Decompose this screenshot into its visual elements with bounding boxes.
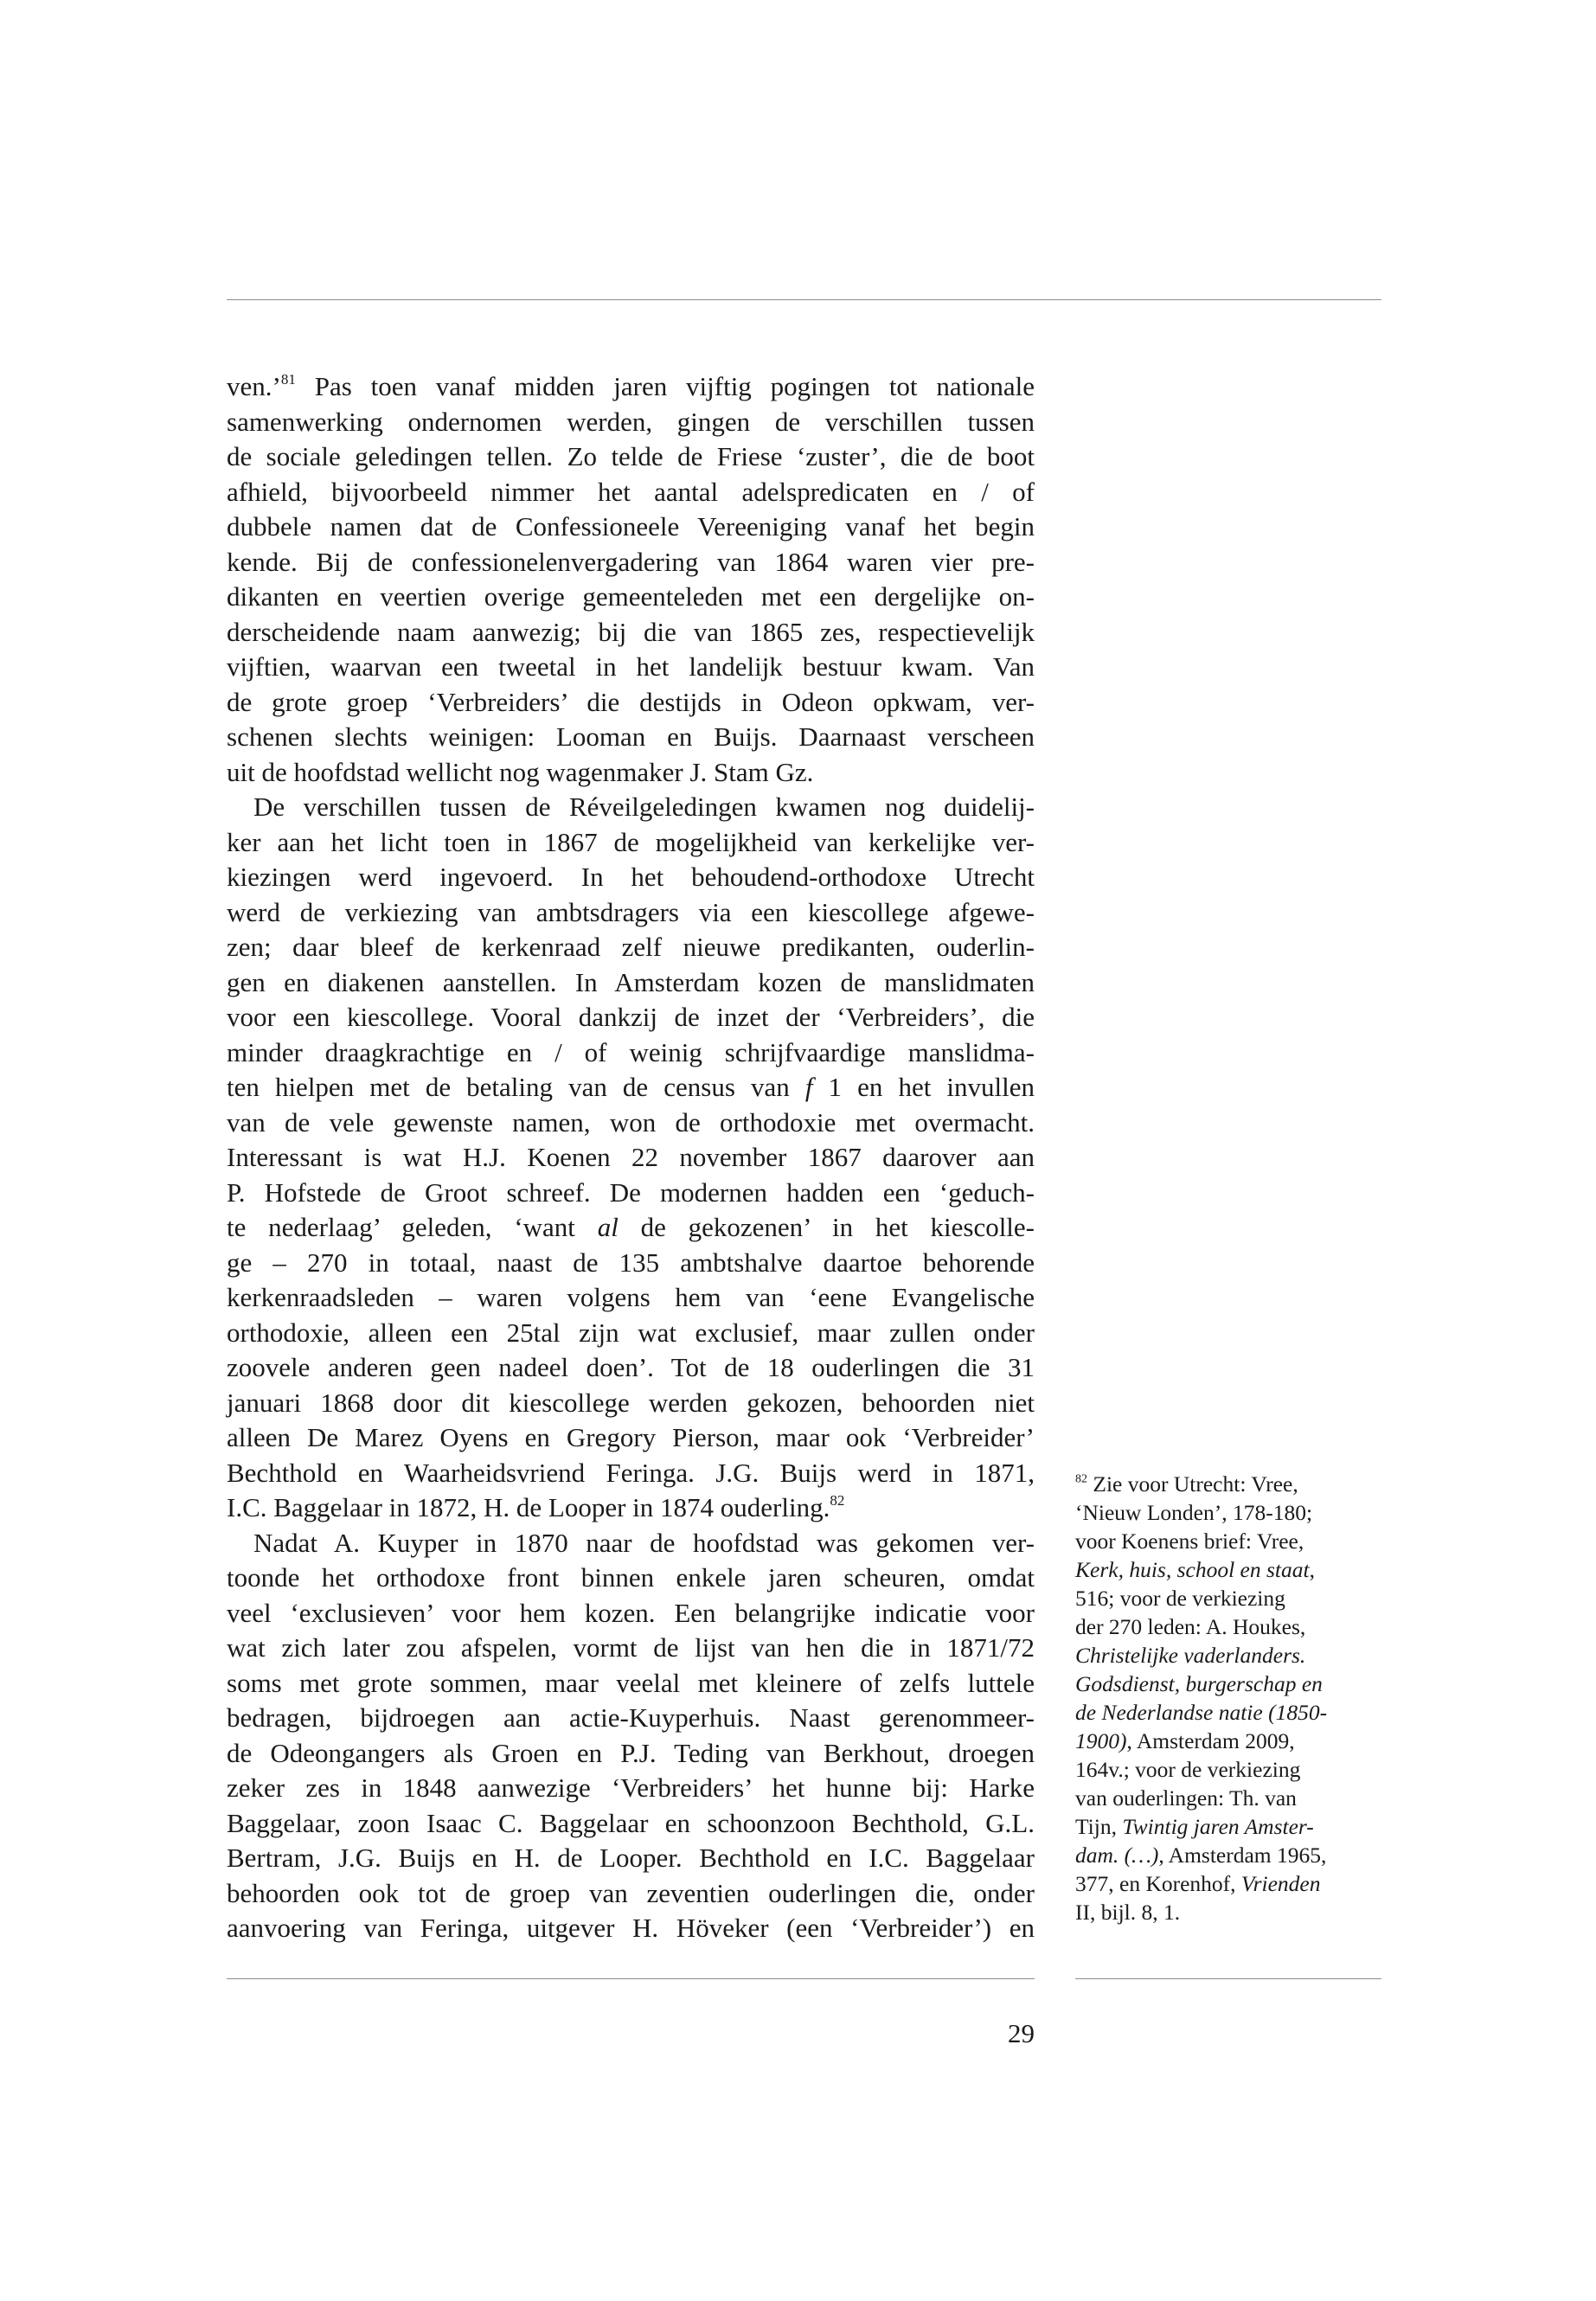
text-line: samenwerking ondernomen werden, gingen de verschillen tussen: [227, 406, 1035, 437]
footnote-line: 377, en Korenhof, Vrienden: [1075, 1871, 1321, 1896]
text-line: Bechthold en Waarheidsvriend Feringa. J.G. Buijs werd in 1871,: [227, 1457, 1035, 1488]
footnote-line: voor Koenens brief: Vree,: [1075, 1529, 1304, 1554]
text-line: de Odeongangers als Groen en P.J. Teding van Berkhout, droegen: [227, 1737, 1035, 1768]
text-line: wat zich later zou afspelen, vormt de lijst van hen die in 1871/72: [227, 1632, 1035, 1663]
text-line: De verschillen tussen de Réveilgeledingen kwamen nog duidelij-: [253, 792, 1035, 822]
footnote-line: de Nederlandse natie (1850-: [1075, 1700, 1328, 1725]
text-line: Interessant is wat H.J. Koenen 22 november 1867 daarover aan: [227, 1142, 1035, 1172]
text-line: orthodoxie, alleen een 25tal zijn wat exclusief, maar zullen onder: [227, 1317, 1035, 1348]
text-line: ten hielpen met de betaling van de census van f 1 en het invullen: [227, 1072, 1035, 1102]
text-line: kende. Bij de confessionelenvergadering van 1864 waren vier pre-: [227, 546, 1035, 577]
text-line: voor een kiescollege. Vooral dankzij de inzet der ‘Verbreiders’, die: [227, 1002, 1035, 1032]
text-line: dikanten en veertien overige gemeenteleden met een dergelijke on-: [227, 581, 1035, 612]
footnote-line: II, bijl. 8, 1.: [1075, 1900, 1181, 1925]
text-line: afhield, bijvoorbeeld nimmer het aantal adelspredicaten en / of: [227, 476, 1035, 507]
text-line: van de vele gewenste namen, won de orthodoxie met overmacht.: [227, 1106, 1035, 1138]
footnote-line: Godsdienst, burgerschap en: [1075, 1671, 1323, 1696]
text-line: behoorden ook tot de groep van zeventien ouderlingen die, onder: [227, 1877, 1035, 1908]
footnote-line: 164v.; voor de verkiezing: [1075, 1757, 1301, 1782]
footnote-line: der 270 leden: A. Houkes,: [1075, 1614, 1306, 1639]
footer-rule-note: [1075, 1978, 1381, 1979]
footnote-line: ‘Nieuw Londen’, 178-180;: [1075, 1500, 1313, 1525]
text-line: kerkenraadsleden – waren volgens hem van ‘eene Evangelische: [227, 1282, 1035, 1312]
text-line: zoovele anderen geen nadeel doen’. Tot de 18 ouderlingen die 31: [227, 1352, 1035, 1382]
text-line: ge – 270 in totaal, naast de 135 ambtshalve daartoe behorende: [227, 1247, 1035, 1278]
text-line: werd de verkiezing van ambtsdragers via een kiescollege afgewe-: [227, 896, 1035, 927]
footnote-line: van ouderlingen: Th. van: [1075, 1785, 1297, 1811]
text-line: zeker zes in 1848 aanwezige ‘Verbreiders’ het hunne bij: Harke: [227, 1772, 1035, 1803]
text-line: P. Hofstede de Groot schreef. De modernen hadden een ‘geduch-: [227, 1176, 1035, 1208]
text-line: Nadat A. Kuyper in 1870 naar de hoofdstad was gekomen ver-: [253, 1527, 1035, 1558]
footnote-line: $^{82}$ Zie voor Utrecht: Vree,: [1075, 1471, 1298, 1497]
text-line: te nederlaag’ geleden, ‘want al de gekozenen’ in het kiescolle-: [227, 1212, 1035, 1242]
text-line: zen; daar bleef de kerkenraad zelf nieuwe predikanten, ouderlin-: [227, 932, 1035, 962]
main-text-column: [227, 369, 1035, 1946]
footnote-line: Tijn, Twintig jaren Amster-: [1075, 1814, 1314, 1839]
text-line: bedragen, bijdroegen aan actie-Kuyperhuis. Naast gerenommeer-: [227, 1702, 1035, 1733]
footnote-82: [1075, 1470, 1381, 1926]
text-line: aanvoering van Feringa, uitgever H. Höveker (een ‘Verbreider’) en: [227, 1913, 1035, 1943]
text-line: schenen slechts weinigen: Looman en Buijs. Daarnaast verscheen: [227, 721, 1035, 752]
text-line: minder draagkrachtige en / of weinig schrijfvaardige manslidma-: [227, 1036, 1035, 1067]
text-line: januari 1868 door dit kiescollege werden gekozen, behoorden niet: [227, 1387, 1035, 1418]
page-number: 29: [1008, 2018, 1035, 2048]
text-line: ven.’$^{81}$ Pas toen vanaf midden jaren vijftig pogingen tot nationale: [227, 371, 1035, 401]
text-line: derscheidende naam aanwezig; bij die van 1865 zes, respectievelijk: [227, 616, 1035, 647]
text-line: Baggelaar, zoon Isaac C. Baggelaar en schoonzoon Bechthold, G.L.: [227, 1807, 1035, 1838]
footnote-line: Kerk, huis, school en staat,: [1075, 1557, 1315, 1582]
text-line: ker aan het licht toen in 1867 de mogelijkheid van kerkelijke ver-: [227, 826, 1035, 857]
text-line: I.C. Baggelaar in 1872, H. de Looper in 1874 ouderling.$^{82}$: [227, 1492, 845, 1522]
text-line: kiezingen werd ingevoerd. In het behoudend-orthodoxe Utrecht: [227, 862, 1035, 892]
text-line: gen en diakenen aanstellen. In Amsterdam kozen de manslidmaten: [227, 966, 1035, 997]
text-line: de grote groep ‘Verbreiders’ die destijds in Odeon opkwam, ver-: [227, 686, 1035, 717]
text-line: uit de hoofdstad wellicht nog wagenmaker J. Stam Gz.: [227, 756, 814, 787]
text-line: de sociale geledingen tellen. Zo telde de Friese ‘zuster’, die de boot: [227, 441, 1035, 471]
text-line: Bertram, J.G. Buijs en H. de Looper. Bechthold en I.C. Baggelaar: [227, 1843, 1035, 1873]
footnote-line: 516; voor de verkiezing: [1075, 1586, 1285, 1611]
footer-rule-main: [227, 1978, 1035, 1979]
footnote-line: dam. (…), Amsterdam 1965,: [1075, 1843, 1327, 1868]
footnote-line: Christelijke vaderlanders.: [1075, 1643, 1306, 1668]
text-line: veel ‘exclusieven’ voor hem kozen. Een belangrijke indicatie voor: [227, 1597, 1035, 1628]
text-line: dubbele namen dat de Confessioneele Vereeniging vanaf het begin: [227, 511, 1035, 542]
text-line: vijftien, waarvan een tweetal in het landelijk bestuur kwam. Van: [227, 651, 1035, 682]
text-line: soms met grote sommen, maar veelal met kleinere of zelfs luttele: [227, 1667, 1035, 1698]
text-line: toonde het orthodoxe front binnen enkele jaren scheuren, omdat: [227, 1562, 1035, 1593]
footnote-line: 1900), Amsterdam 2009,: [1075, 1728, 1295, 1753]
header-rule: [227, 299, 1381, 300]
text-line: alleen De Marez Oyens en Gregory Pierson, maar ook ‘Verbreider’: [227, 1422, 1035, 1452]
